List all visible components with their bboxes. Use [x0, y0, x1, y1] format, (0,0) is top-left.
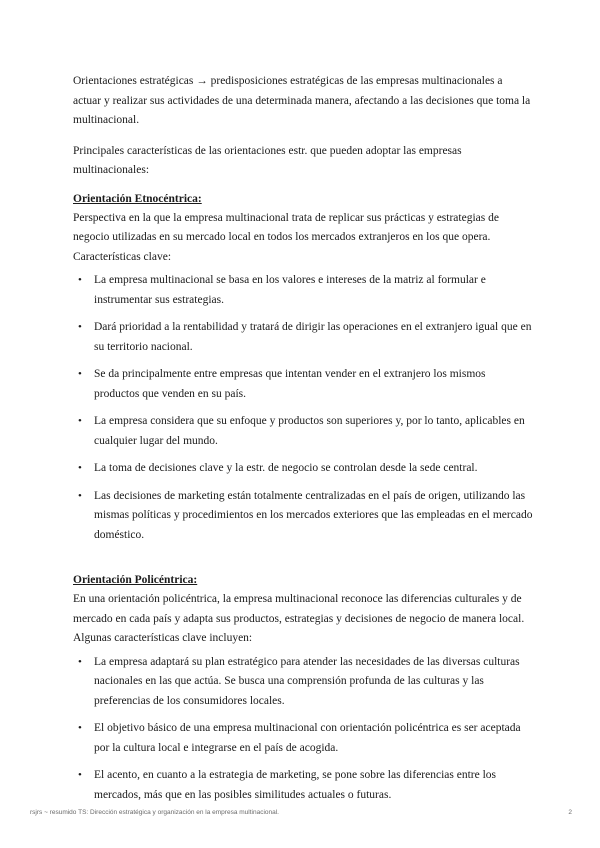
list-item	[73, 412, 533, 451]
list-item	[73, 365, 533, 404]
list-item-text: Se da principalmente entre empresas que intentan vender en el extranjero los mismos productos que venden en su país.	[94, 368, 486, 400]
section-heading: Orientación Policéntrica:	[73, 574, 198, 586]
list-item-text: La empresa adaptará su plan estratégico para atender las necesidades de las diversas culturas nacionales en las que actúa. Se busca una comprensión profunda de las culturas y las preferencias de los consumidores locales.	[94, 655, 520, 707]
list-item	[73, 653, 533, 712]
list-item-text: La toma de decisiones clave y la estr. de negocio se controlan desde la sede central.	[94, 462, 478, 474]
list-item-text: Las decisiones de marketing están totalmente centralizadas en el país de origen, utilizando las mismas políticas y procedimientos en los mercados exteriores que las empleadas en el mercado doméstico.	[94, 489, 533, 541]
section-etnocentrica	[73, 190, 533, 546]
list-item	[73, 271, 533, 310]
list-item-text: El objetivo básico de una empresa multinacional con orientación policéntrica es ser aceptada por la cultura local e integrarse en el país de acogida.	[94, 722, 521, 754]
list-item	[73, 487, 533, 546]
page-number: 2	[568, 809, 572, 816]
section-paragraph: Perspectiva en la que la empresa multinacional trata de replicar sus prácticas y estrategias de negocio utilizadas en su mercado local en todos los mercados extranjeros en los que opera. Características clave:	[73, 211, 499, 263]
bullet-icon: •	[78, 722, 82, 734]
section-policentrica	[73, 571, 533, 805]
bullet-icon: •	[78, 769, 82, 781]
bullet-icon: •	[78, 655, 82, 668]
section-paragraph: En una orientación policéntrica, la empresa multinacional reconoce las diferencias culturales y de mercado en cada país y adapta sus productos, estrategias y decisiones de negocio de manera local. Algunas características clave incluyen:	[73, 593, 525, 644]
list-item-text: Dará prioridad a la rentabilidad y tratará de dirigir las operaciones en el extranjero igual que en su territorio nacional.	[94, 321, 532, 353]
bullet-icon: •	[78, 489, 82, 502]
section-heading: Orientación Etnocéntrica:	[73, 192, 202, 205]
bullet-icon: •	[78, 462, 82, 474]
document-body	[73, 72, 533, 813]
list-item-text: El acento, en cuanto a la estrategia de marketing, se pone sobre las diferencias entre los mercados, más que en las posibles similitudes actuales o futuras.	[94, 769, 497, 801]
bullet-list	[73, 271, 533, 545]
list-item	[73, 719, 533, 758]
footer-text: rsjrs ~ resumido TS: Dirección estratégica y organización en la empresa multinacional.	[30, 809, 279, 816]
bullet-icon: •	[78, 274, 82, 286]
list-item	[73, 459, 533, 479]
bullet-icon: •	[78, 368, 82, 380]
intro-paragraph-2: Principales características de las orientaciones estr. que pueden adoptar las empresas multinacionales:	[73, 144, 462, 176]
bullet-list	[73, 653, 533, 806]
bullet-icon: •	[78, 415, 82, 427]
list-item	[73, 318, 533, 357]
list-item-text: La empresa considera que su enfoque y productos son superiores y, por lo tanto, aplicables en cualquier lugar del mundo.	[94, 415, 525, 447]
list-item	[73, 766, 533, 805]
bullet-icon: •	[78, 321, 82, 333]
list-item-text: La empresa multinacional se basa en los valores e intereses de la matriz al formular e instrumentar sus estrategias.	[94, 274, 486, 306]
intro-paragraph: Orientaciones estratégicas → predisposiciones estratégicas de las empresas multinacionales a actuar y realizar sus actividades de una determinada manera, afectando a las decisiones que toma la multinacional.	[73, 75, 531, 126]
